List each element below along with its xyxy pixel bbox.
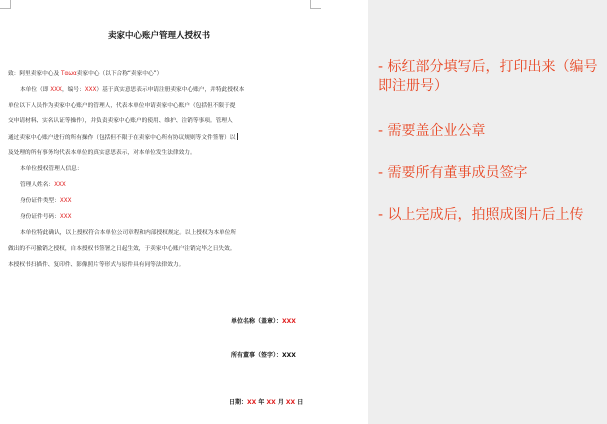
text-run: 本授权书扫描件、复印件、影像照片等形式与原件具有同等法律效力。: [8, 262, 185, 268]
text-run: 致：阿里卖家中心及: [8, 71, 61, 77]
text-run: 本单位（即: [20, 87, 51, 93]
text-run: ，编号：: [61, 87, 85, 93]
signature-directors-line: [231, 350, 296, 359]
fill-in-field: XXX: [59, 214, 72, 220]
text-run: 身份证件类型：: [20, 198, 60, 204]
text-run: 所有董事（签字）：: [231, 352, 283, 359]
body-line: [20, 165, 83, 173]
text-run: 本单位授权管理人信息：: [20, 166, 83, 172]
text-cursor: [237, 133, 238, 140]
body-line: [20, 213, 72, 221]
text-run: ）基于真实意思表示申请注册卖家中心账户，并特此授权本: [96, 87, 245, 93]
body-line: [8, 245, 236, 253]
signature-date-line: [229, 397, 303, 406]
text-run: 单位以下人员作为卖家中心账户的管理人，代表本单位申请卖家中心账户（包括但不限于提: [8, 103, 236, 109]
text-run: 身份证件号码：: [20, 214, 60, 220]
text-run: 通过卖家中心账户进行的所有操作（包括但不限于在卖家中心所有协议规则等文件签署）以: [8, 135, 236, 141]
fill-in-field: XXX: [50, 87, 62, 93]
body-line: [20, 229, 236, 237]
text-run: 及处理的所有事务均代表本单位的真实意思表示，对本单位发生法律效力。: [8, 150, 196, 156]
body-line: [8, 133, 238, 142]
body-line: [8, 149, 196, 157]
body-line: [8, 261, 184, 269]
fill-in-field: XX: [266, 399, 276, 406]
body-line: [8, 117, 233, 125]
note-item: - 标红部分填写后，打印出来（编号即注册号）: [378, 59, 598, 94]
fill-in-field: XXX: [54, 182, 66, 188]
body-line: [20, 197, 72, 205]
text-run: 月: [275, 399, 286, 406]
fill-in-field: XXX: [59, 198, 72, 204]
note-item: - 需要所有董事成员签字: [378, 165, 528, 181]
body-line: [8, 70, 162, 78]
text-run: 单位名称（盖章）：: [231, 318, 283, 325]
fill-in-field: XXX: [84, 87, 97, 93]
note-item: - 以上完成后，拍照成图片后上传: [378, 207, 584, 223]
text-run: 日: [295, 399, 304, 406]
fill-in-field: Tαωα: [61, 71, 77, 77]
page-corner-mark: [310, 0, 321, 9]
text-run: 交申请材料、实名认证等操作），并负责卖家中心账户的使用、维护、注销等事项。管理人: [8, 118, 233, 124]
text-run: XXX: [282, 352, 296, 359]
text-run: 做出的不可撤销之授权，自本授权书签署之日起生效，于卖家中心账户注销完毕之日失效。: [8, 246, 236, 252]
text-run: 本单位特此确认，以上授权符合本单位公司章程和内部授权规定。以上授权为本单位所: [20, 230, 237, 236]
body-line: [20, 86, 244, 94]
instructions-panel: [368, 0, 607, 424]
text-run: 年: [256, 399, 267, 406]
fill-in-field: XX: [247, 399, 257, 406]
note-item: - 需要盖企业公章: [378, 123, 486, 139]
text-run: 卖家中心（以下合称“卖家中心”）: [76, 71, 163, 77]
fill-in-field: XXX: [282, 318, 296, 325]
body-line: [20, 181, 66, 189]
body-line: [8, 102, 236, 110]
fill-in-field: XX: [285, 399, 296, 406]
document-title: 卖家中心账户管理人授权书: [107, 31, 210, 41]
page-corner-mark: [0, 0, 11, 9]
text-run: 日期：: [229, 399, 248, 406]
signature-unit-line: [231, 316, 296, 325]
text-run: 管理人姓名：: [20, 182, 55, 188]
